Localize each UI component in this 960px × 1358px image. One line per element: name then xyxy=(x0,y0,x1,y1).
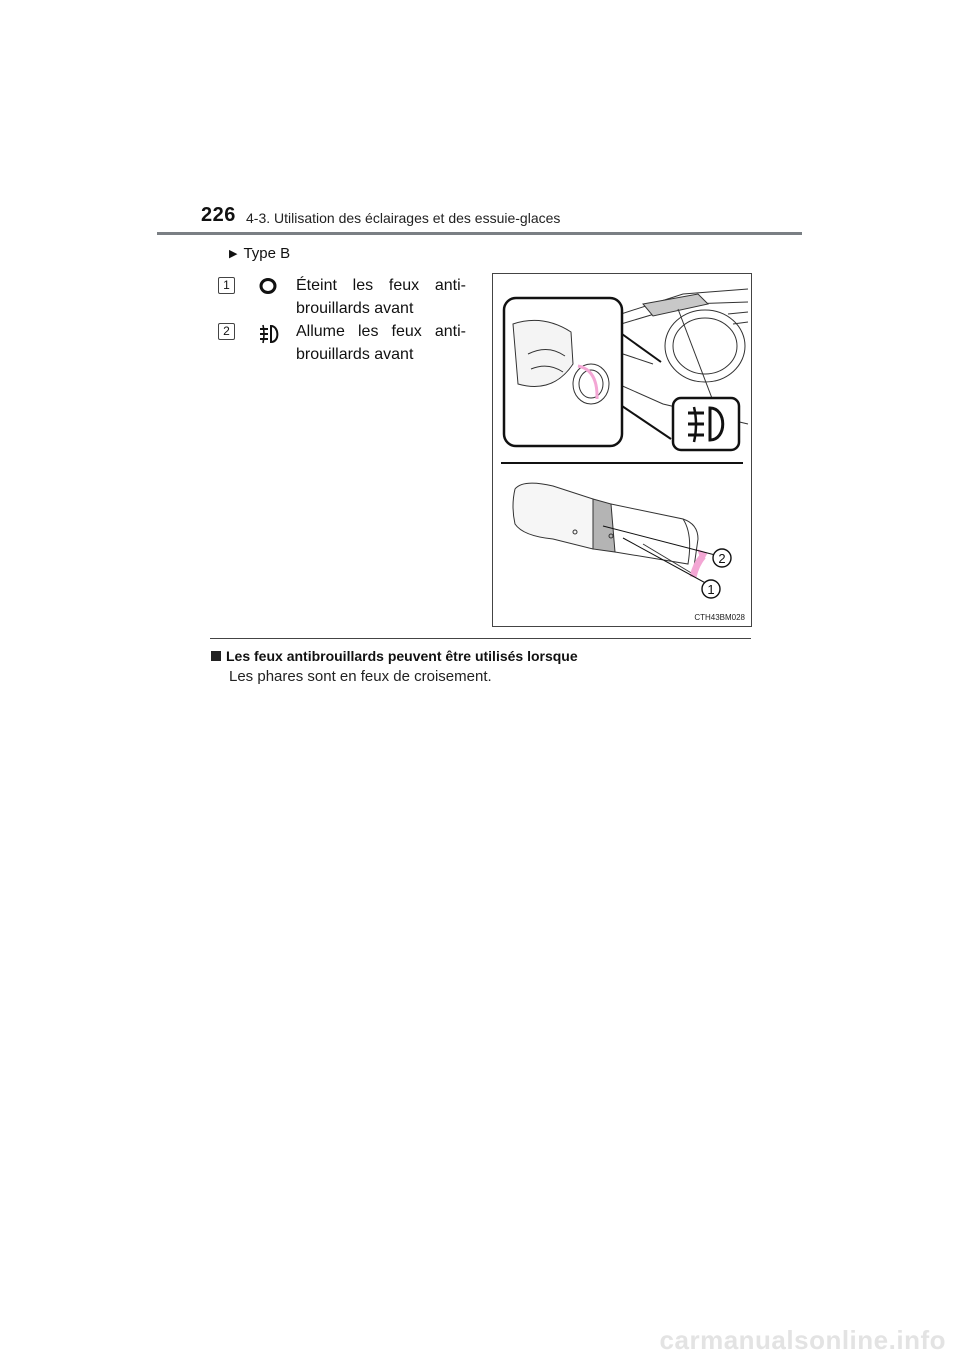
callout-1-label: 1 xyxy=(707,582,715,597)
item-number: 2 xyxy=(218,323,235,340)
section-divider xyxy=(210,638,751,639)
watermark: carmanualsonline.info xyxy=(659,1325,946,1355)
light-switch-stalk-illustration xyxy=(513,483,698,574)
item-text: Allume les feux anti-brouillards avant xyxy=(296,323,466,363)
callout-2-label: 2 xyxy=(718,551,726,566)
page-number: 226 xyxy=(201,204,236,226)
square-bullet-icon xyxy=(211,651,221,661)
triangle-bullet-icon: ▶ xyxy=(229,248,238,260)
fog-off-icon xyxy=(258,277,278,300)
illustration xyxy=(492,273,752,627)
header-divider xyxy=(157,232,802,235)
note-heading xyxy=(211,648,578,664)
note-body: Les phares sont en feux de croisement. xyxy=(229,668,492,685)
front-fog-light-icon xyxy=(258,323,284,350)
item-number: 1 xyxy=(218,277,235,294)
item-text: Éteint les feux anti-brouillards avant xyxy=(296,277,466,317)
type-label xyxy=(229,245,290,262)
section-title: 4-3. Utilisation des éclairages et des essuie-glaces xyxy=(246,210,561,226)
fog-indicator-badge xyxy=(673,398,739,450)
note-heading-text: Les feux antibrouillards peuvent être utilisés lorsque xyxy=(226,648,578,664)
figure-code: CTH43BM028 xyxy=(694,613,745,622)
type-label-text: Type B xyxy=(243,245,291,262)
